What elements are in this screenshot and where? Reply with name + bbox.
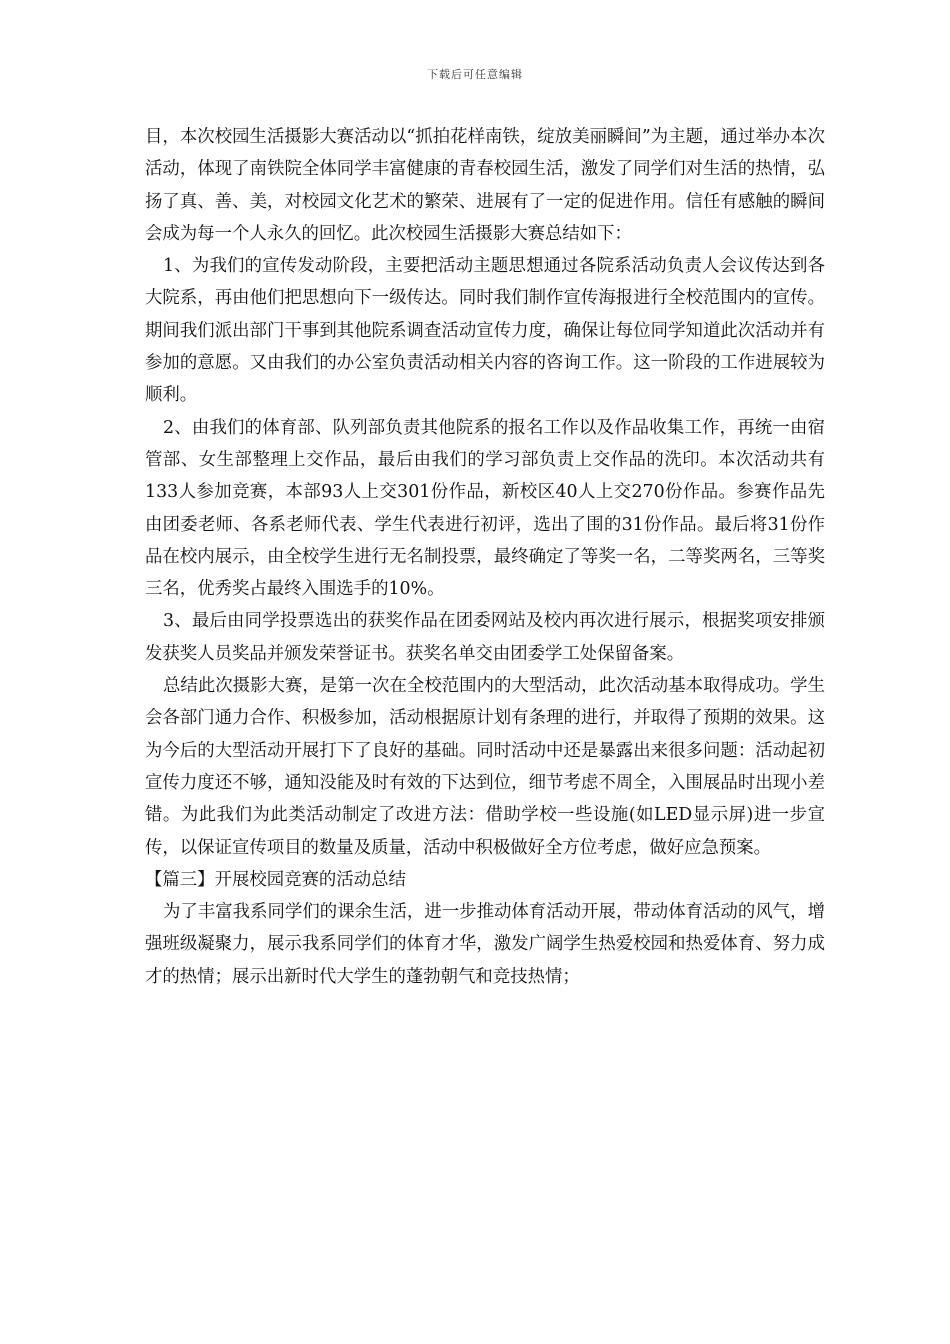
header-note: 下载后可任意编辑 xyxy=(427,68,523,81)
paragraph-intro-continuation: 目，本次校园生活摄影大赛活动以“抓拍花样南铁，绽放美丽瞬间”为主题，通过举办本次活动，体现了南铁院全体同学丰富健康的青春校园生活，激发了同学们对生活的热情，弘扬了真、善、美，对校园文化艺术的繁荣、进展有了一定的促进作用。信任有感触的瞬间会成为每一个人永久的回忆。此次校园生活摄影大赛总结如下： xyxy=(145,127,825,244)
paragraph-stage-3: 3、最后由同学投票选出的获奖作品在团委网站及校内再次进行展示，根据奖项安排颁发获奖人员奖品并颁发荣誉证书。获奖名单交由团委学工处保留备案。 xyxy=(145,611,825,664)
paragraph-section-3-intro: 为了丰富我系同学们的课余生活，进一步推动体育活动开展，带动体育活动的风气，增强班级凝聚力，展示我系同学们的体育才华，激发广阔学生热爱校园和热爱体育、努力成才的热情；展示出新时代大学生的蓬勃朝气和竞技热情； xyxy=(145,902,825,987)
section-heading: 【篇三】开展校园竞赛的活动总结 xyxy=(145,869,406,890)
paragraph-stage-2: 2、由我们的体育部、队列部负责其他院系的报名工作以及作品收集工作，再统一由宿管部、女生部整理上交作品，最后由我们的学习部负责上交作品的洗印。本次活动共有133人参加竞赛，本部93人上交301份作品，新校区40人上交270份作品。参赛作品先由团委老师、各系老师代表、学生代表进行初评，选出了围的31份作品。最后将31份作品在校内展示，由全校学生进行无名制投票，最终确定了等奖一名，二等奖两名，三等奖三名，优秀奖占最终入围选手的10%。 xyxy=(145,417,825,600)
document-body xyxy=(145,121,825,993)
paragraph-stage-1: 1、为我们的宣传发动阶段，主要把活动主题思想通过各院系活动负责人会议传达到各大院系，再由他们把思想向下一级传达。同时我们制作宣传海报进行全校范围内的宣传。期间我们派出部门干事到其他院系调查活动宣传力度，确保让每位同学知道此次活动并有参加的意愿。又由我们的办公室负责活动相关内容的咨询工作。这一阶段的工作进展较为顺利。 xyxy=(145,256,825,406)
paragraph-summary: 总结此次摄影大赛，是第一次在全校范围内的大型活动，此次活动基本取得成功。学生会各部门通力合作、积极参加，活动根据原计划有条理的进行，并取得了预期的效果。这为今后的大型活动开展打下了良好的基础。同时活动中还是暴露出来很多问题：活动起初宣传力度还不够，通知没能及时有效的下达到位，细节考虑不周全，入围展品时出现小差错。为此我们为此类活动制定了改进方法：借助学校一些设施(如LED显示屏)进一步宣传，以保证宣传项目的数量及质量，活动中积极做好全方位考虑，做好应急预案。 xyxy=(145,676,825,858)
